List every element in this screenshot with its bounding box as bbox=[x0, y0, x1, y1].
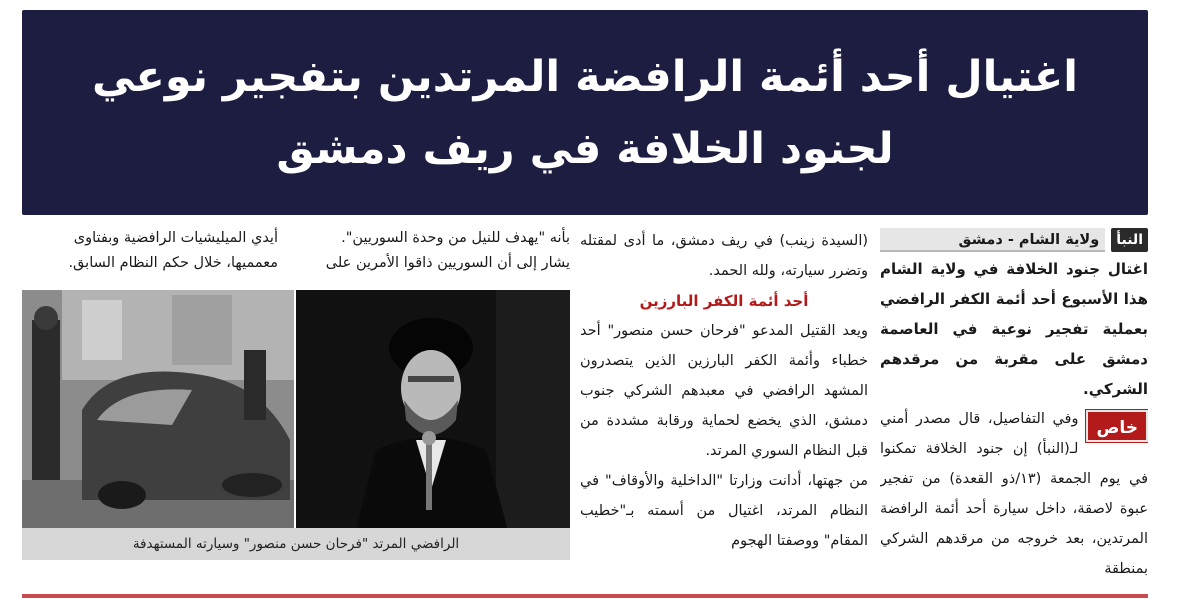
exclusive-label: خاص bbox=[1086, 410, 1148, 442]
text-line: معمميها، خلال حكم النظام السابق. bbox=[68, 255, 278, 271]
subheading: أحد أئمة الكفر البارزين bbox=[639, 292, 809, 310]
body-paragraph-1: وفي التفاصيل، قال مصدر أمني لـ(النبأ) إن جنود الخلافة تمكنوا في يوم الجمعة (١٣/ذو القعدة) من تفجير عبوة لاصقة، داخل سيارة أحد أئمة الرافضة المرتدين، بعد خروجه من مرقدهم الشركي بمنطقة bbox=[880, 411, 1148, 577]
portrait-photo bbox=[296, 290, 570, 530]
text-line: يشار إلى أن السوريين ذاقوا الأمرين على bbox=[325, 255, 570, 271]
article-column-2 bbox=[580, 226, 868, 594]
source-place: ولاية الشام - دمشق bbox=[880, 228, 1105, 252]
bottom-divider bbox=[22, 594, 1148, 598]
photo-area bbox=[22, 290, 570, 560]
body-paragraph-4: من جهتها، أدانت وزارتا "الداخلية والأوقاف" في النظام المرتد، اغتيال من أسمته بـ"خطيب المقام" ووصفتا الهجوم bbox=[580, 473, 868, 549]
article-column-3 bbox=[22, 226, 570, 594]
text-line: بأنه "يهدف للنيل من وحدة السوريين". bbox=[341, 230, 570, 246]
article-column-1 bbox=[880, 226, 1148, 594]
damaged-car-photo bbox=[22, 290, 294, 530]
source-logo: النبأ bbox=[1111, 228, 1148, 252]
text-line: أيدي الميليشيات الرافضية وبفتاوى bbox=[73, 230, 278, 246]
exclusive-badge bbox=[1086, 410, 1148, 442]
lead-paragraph: اغتال جنود الخلافة في ولاية الشام هذا الأسبوع أحد أئمة الكفر الرافضي بعملية تفجير نوعية في العاصمة دمشق على مقربة من مرقدهم الشركي. bbox=[880, 260, 1148, 398]
headline-line-2: لجنود الخلافة في ريف دمشق bbox=[276, 123, 894, 174]
source-tag bbox=[880, 226, 1148, 254]
headline-banner bbox=[22, 10, 1148, 215]
body-paragraph-2: (السيدة زينب) في ريف دمشق، ما أدى لمقتله وتضرر سيارته، ولله الحمد. bbox=[580, 233, 868, 279]
body-paragraph-3: ويعد القتيل المدعو "فرحان حسن منصور" أحد خطباء وأئمة الكفر البارزين الذين يتصدرون المشهد الرافضي في معبدهم الشركي جنوب دمشق، الذي يخضع لحماية ورقابة مشددة من قبل النظام السوري المرتد. bbox=[580, 323, 868, 459]
photo-caption: الرافضي المرتد "فرحان حسن منصور" وسيارته المستهدفة bbox=[22, 528, 570, 560]
headline-line-1: اغتيال أحد أئمة الرافضة المرتدين بتفجير نوعي bbox=[91, 51, 1079, 102]
